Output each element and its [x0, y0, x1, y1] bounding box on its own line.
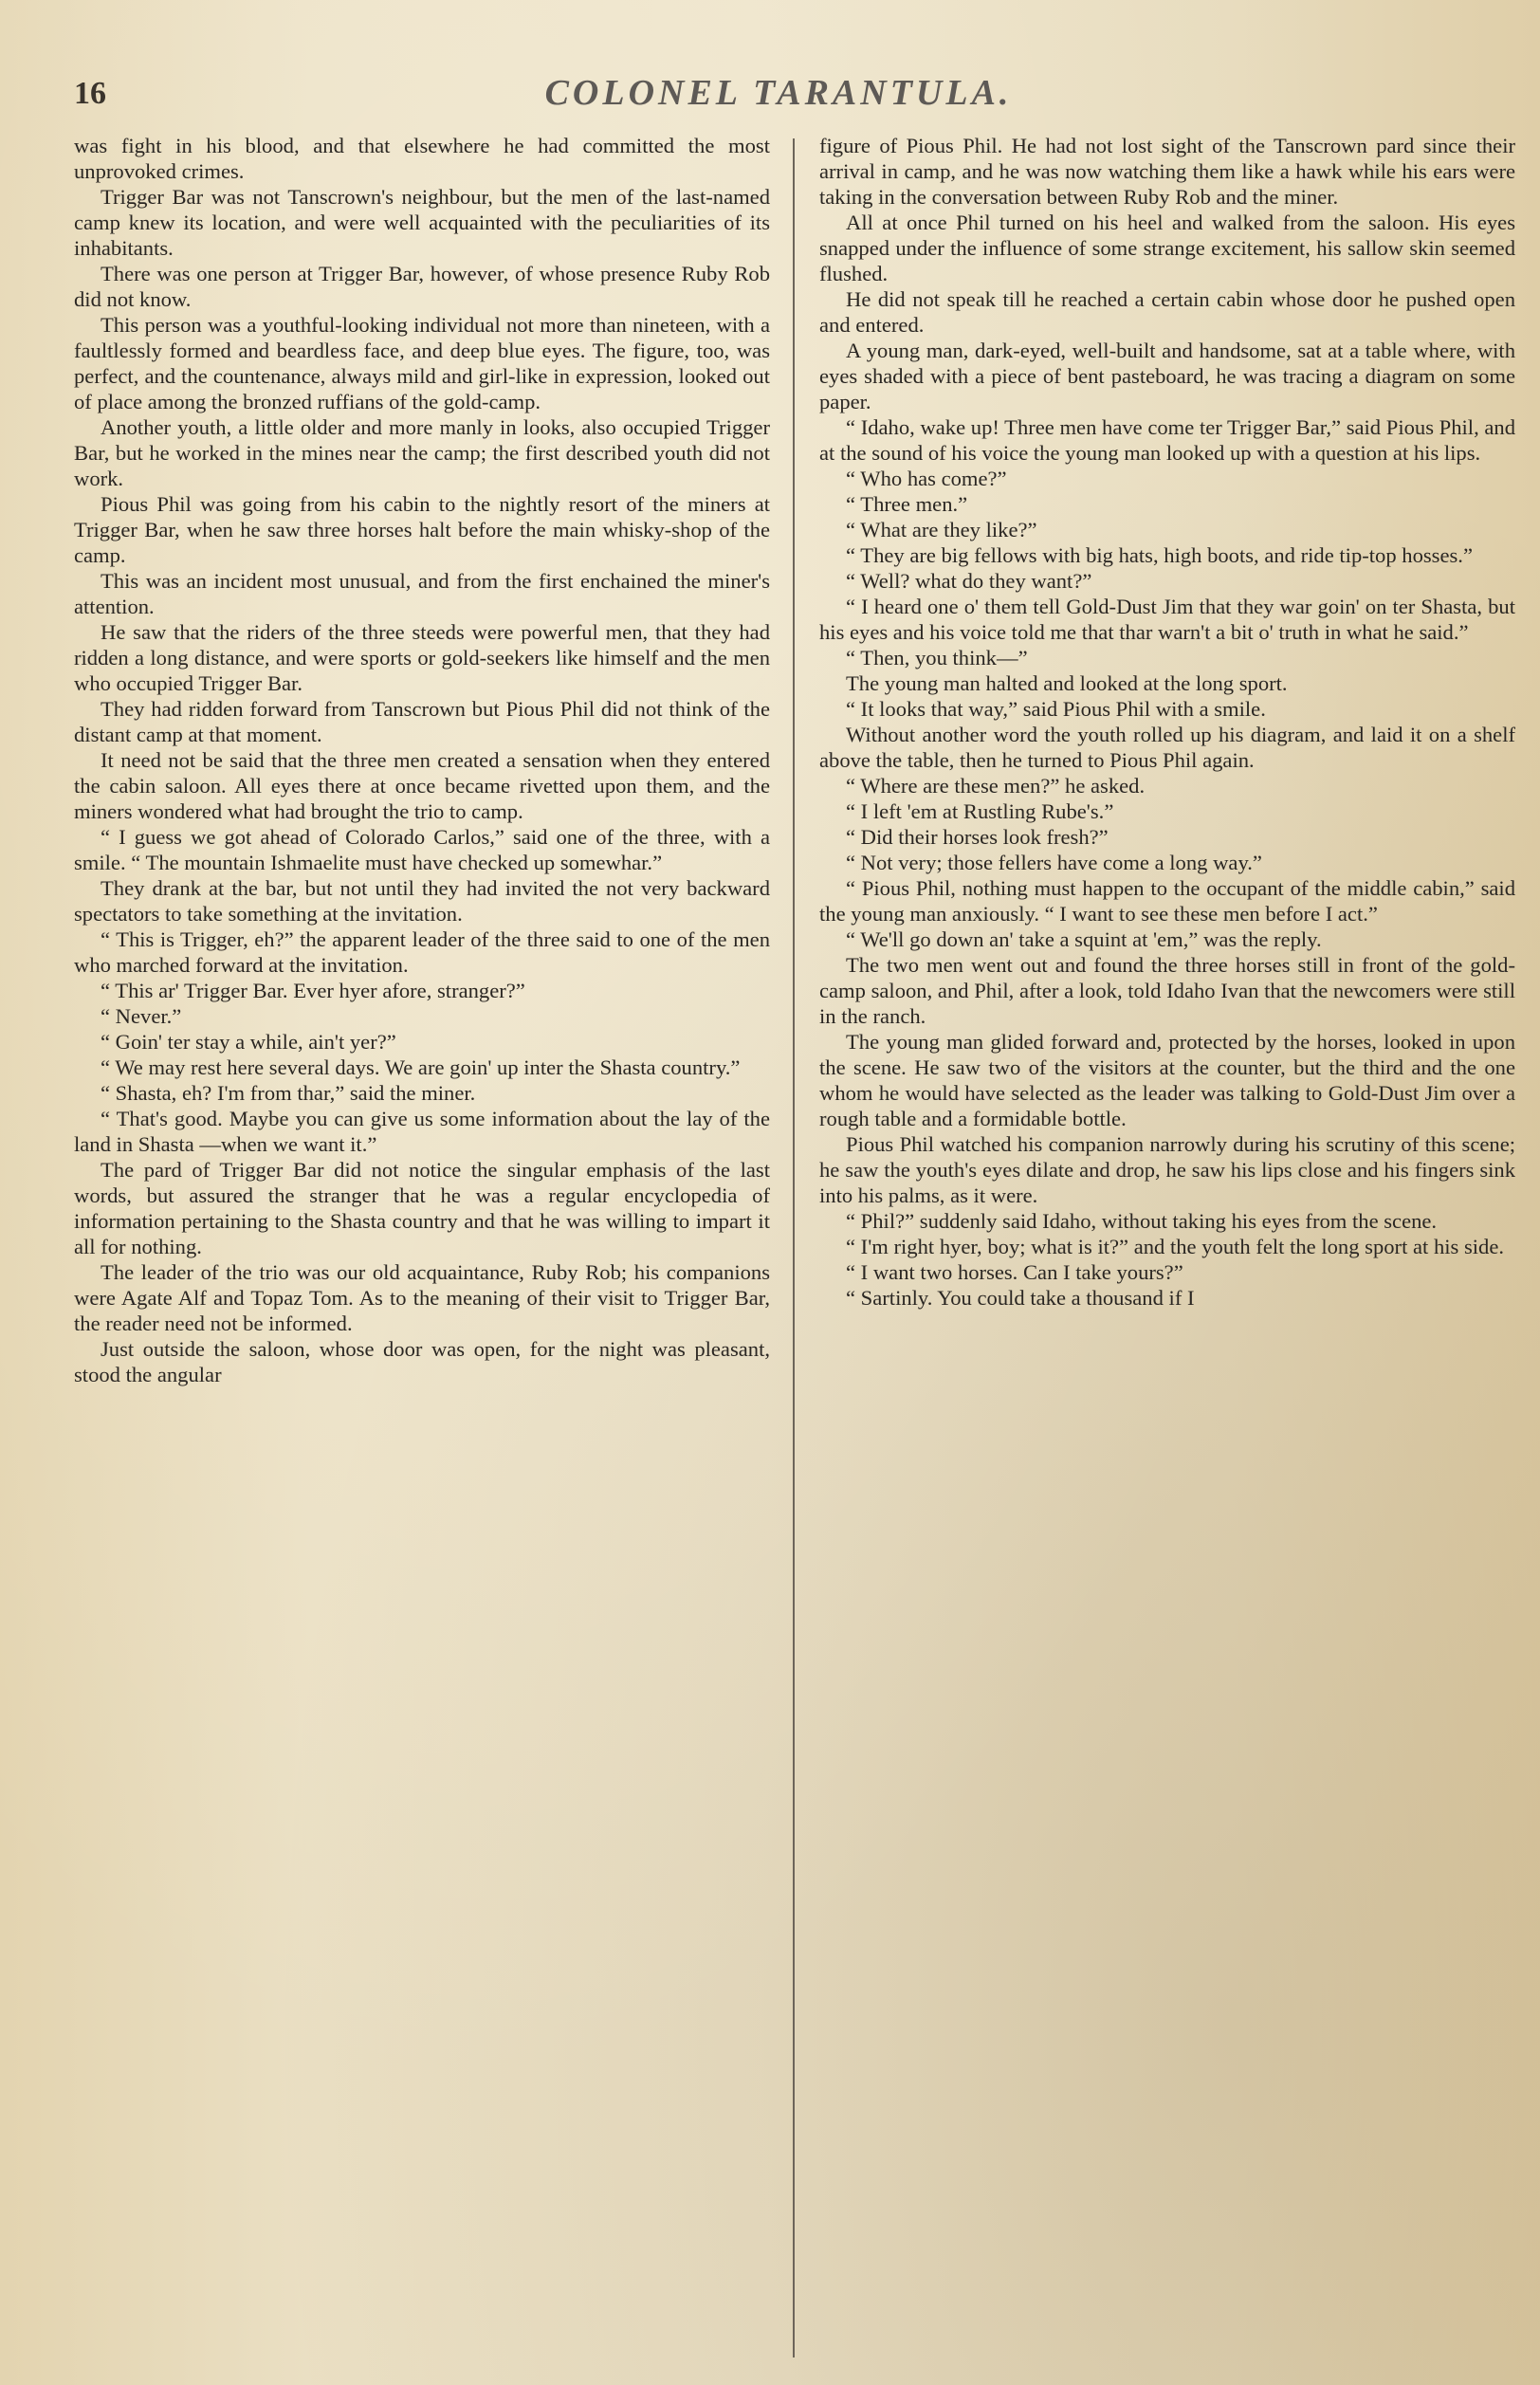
paragraph: “ Never.”	[101, 1004, 182, 1028]
paragraph: “ What are they like?”	[846, 518, 1037, 541]
paragraph: Without another word the youth rolled up his diagram, and laid it on a shelf above the table, then he turned to Pious Phil again.	[819, 723, 1515, 772]
column-divider	[793, 138, 795, 2357]
paragraph: “ Idaho, wake up! Three men have come ter Trigger Bar,” said Pious Phil, and at the sound of his voice the young man looked up with a question at his lips.	[819, 415, 1515, 465]
paragraph: “ We may rest here several days. We are goin' up inter the Shasta country.”	[101, 1055, 741, 1079]
paragraph: He saw that the riders of the three steeds were powerful men, that they had ridden a long distance, and were sports or gold-seekers like himself and the men who occupied Trigger Bar.	[74, 620, 770, 695]
paragraph: “ This is Trigger, eh?” the apparent leader of the three said to one of the men who marched forward at the invitation.	[74, 927, 770, 977]
paragraph: The pard of Trigger Bar did not notice the singular emphasis of the last words, but assured the stranger that he was a regular encyclopedia of information pertaining to the Shasta country and that he was willing to impart it all for nothing.	[74, 1158, 770, 1258]
paragraph: A young man, dark-eyed, well-built and handsome, sat at a table where, with eyes shaded with a piece of bent pasteboard, he was tracing a diagram on some paper.	[819, 339, 1515, 413]
running-title: COLONEL TARANTULA.	[544, 73, 1013, 113]
paragraph: “ Well? what do they want?”	[846, 569, 1092, 593]
paragraph: “ They are big fellows with big hats, high boots, and ride tip-top hosses.”	[846, 543, 1473, 567]
paragraph: Pious Phil was going from his cabin to the nightly resort of the miners at Trigger Bar, when he saw three horses halt before the main whisky-shop of the camp.	[74, 492, 770, 567]
paragraph: The young man halted and looked at the long sport.	[846, 671, 1288, 695]
paragraph: figure of Pious Phil. He had not lost sight of the Tanscrown pard since their arrival in camp, and he was now watching them like a hawk while his ears were taking in the conversation between Ruby Rob and the miner.	[819, 134, 1515, 209]
paragraph: The leader of the trio was our old acquaintance, Ruby Rob; his companions were Agate Alf and Topaz Tom. As to the meaning of their visit to Trigger Bar, the reader need not be informed.	[74, 1260, 770, 1335]
right-column	[819, 133, 1515, 2380]
paragraph: All at once Phil turned on his heel and walked from the saloon. His eyes snapped under the influence of some strange excitement, his sallow skin seemed flushed.	[819, 211, 1515, 285]
paragraph: “ Who has come?”	[846, 467, 1007, 490]
paragraph: “ I guess we got ahead of Colorado Carlos,” said one of the three, with a smile. “ The mountain Ishmaelite must have checked up somewhar.”	[74, 825, 770, 874]
paragraph: “ I want two horses. Can I take yours?”	[846, 1260, 1183, 1284]
paragraph: The young man glided forward and, protected by the horses, looked in upon the scene. He saw two of the visitors at the counter, but the third and the one whom he would have selected as the leader was talking to Gold-Dust Jim over a rough table and a formidable bottle.	[819, 1030, 1515, 1130]
paragraph: “ Where are these men?” he asked.	[846, 774, 1146, 798]
paragraph: “ Pious Phil, nothing must happen to the occupant of the middle cabin,” said the young man anxiously. “ I want to see these men before I act.”	[819, 876, 1515, 926]
paragraph: “ I left 'em at Rustling Rube's.”	[846, 799, 1114, 823]
paragraph: “ I heard one o' them tell Gold-Dust Jim that they war goin' on ter Shasta, but his eyes and his voice told me that thar warn't a bit o' truth in what he said.”	[819, 595, 1515, 644]
paragraph: was fight in his blood, and that elsewhere he had committed the most unprovoked crimes.	[74, 134, 770, 183]
paragraph: “ It looks that way,” said Pious Phil with a smile.	[846, 697, 1266, 721]
paragraph: “ Sartinly. You could take a thousand if I	[846, 1286, 1195, 1310]
paragraph: They had ridden forward from Tanscrown but Pious Phil did not think of the distant camp at that moment.	[74, 697, 770, 746]
paragraph: “ Goin' ter stay a while, ain't yer?”	[101, 1030, 396, 1054]
paragraph: It need not be said that the three men created a sensation when they entered the cabin saloon. All eyes there at once became rivetted upon them, and the miners wondered what had brought the trio to camp.	[74, 748, 770, 823]
paragraph: The two men went out and found the three horses still in front of the gold-camp saloon, and Phil, after a look, told Idaho Ivan that the newcomers were still in the ranch.	[819, 953, 1515, 1028]
paragraph: This was an incident most unusual, and from the first enchained the miner's attention.	[74, 569, 770, 618]
paragraph: “ I'm right hyer, boy; what is it?” and the youth felt the long sport at his side.	[846, 1235, 1505, 1258]
paragraph: “ Then, you think—”	[846, 646, 1028, 670]
paragraph: Just outside the saloon, whose door was open, for the night was pleasant, stood the angular	[74, 1337, 770, 1386]
paragraph: This person was a youthful-looking individual not more than nineteen, with a faultlessly formed and beardless face, and deep blue eyes. The figure, too, was perfect, and the countenance, always mild and girl-like in expression, looked out of place among the bronzed ruffians of the gold-camp.	[74, 313, 770, 413]
paragraph: “ Phil?” suddenly said Idaho, without taking his eyes from the scene.	[846, 1209, 1438, 1233]
paragraph: “ Three men.”	[846, 492, 968, 516]
paragraph: Pious Phil watched his companion narrowly during his scrutiny of this scene; he saw the youth's eyes dilate and drop, he saw his lips close and his fingers sink into his palms, as it were.	[819, 1132, 1515, 1207]
paragraph: “ We'll go down an' take a squint at 'em,” was the reply.	[846, 927, 1322, 951]
paragraph: He did not speak till he reached a certain cabin whose door he pushed open and entered.	[819, 287, 1515, 337]
page-header	[74, 68, 1483, 125]
paragraph: There was one person at Trigger Bar, however, of whose presence Ruby Rob did not know.	[74, 262, 770, 311]
text-columns	[74, 133, 1523, 2380]
paragraph: “ Not very; those fellers have come a long way.”	[846, 851, 1262, 874]
paragraph: “ That's good. Maybe you can give us some information about the lay of the land in Shasta —when we want it.”	[74, 1107, 770, 1156]
paragraph: They drank at the bar, but not until they had invited the not very backward spectators to take something at the invitation.	[74, 876, 770, 926]
page-number: 16	[74, 76, 106, 111]
paragraph: Another youth, a little older and more manly in looks, also occupied Trigger Bar, but he worked in the mines near the camp; the first described youth did not work.	[74, 415, 770, 490]
paragraph: “ Did their horses look fresh?”	[846, 825, 1109, 849]
left-column	[74, 133, 770, 2380]
paragraph: Trigger Bar was not Tanscrown's neighbour, but the men of the last-named camp knew its location, and were well acquainted with the peculiarities of its inhabitants.	[74, 185, 770, 260]
paragraph: “ This ar' Trigger Bar. Ever hyer afore, stranger?”	[101, 979, 525, 1002]
paragraph: “ Shasta, eh? I'm from thar,” said the miner.	[101, 1081, 476, 1105]
